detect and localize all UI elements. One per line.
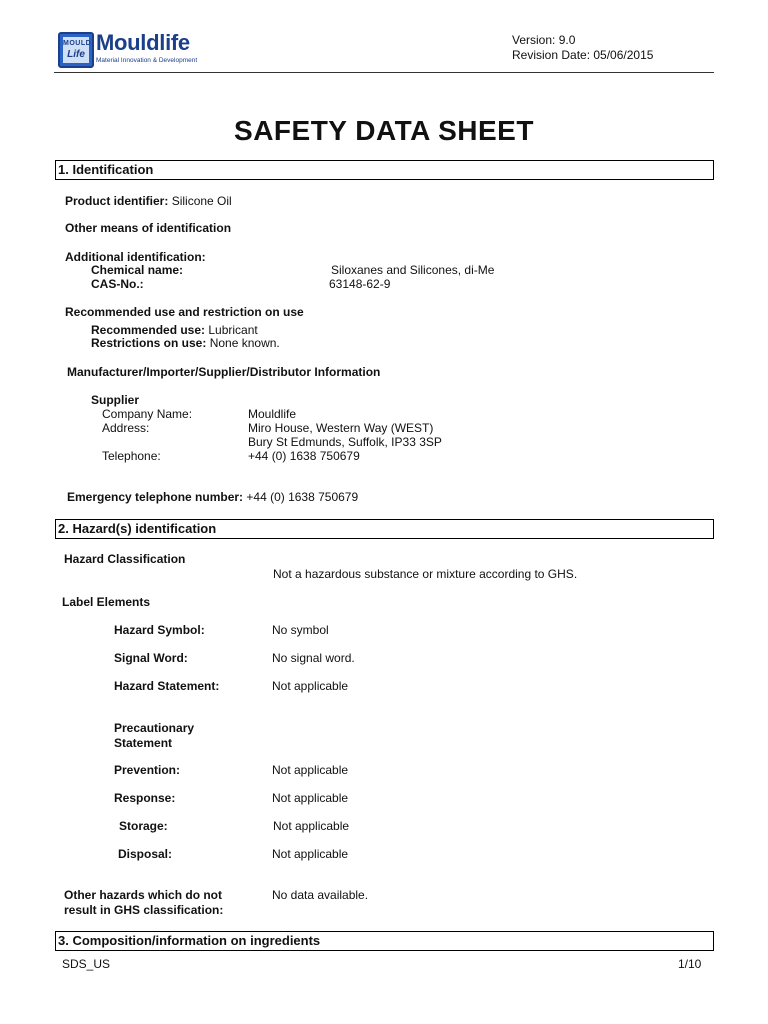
- recommended-use-heading: Recommended use and restriction on use: [65, 305, 304, 319]
- hazard-classification-value: Not a hazardous substance or mixture according to GHS.: [273, 567, 578, 581]
- response-label: Response:: [114, 791, 176, 805]
- signal-word-value: No signal word.: [272, 651, 355, 665]
- chemical-name-value: Siloxanes and Silicones, di-Me: [331, 263, 495, 277]
- company-name-label: Company Name:: [102, 407, 193, 421]
- restrictions-label: Restrictions on use:: [91, 336, 207, 350]
- hazard-symbol-value: No symbol: [272, 623, 329, 637]
- revision-date: Revision Date: 05/06/2015: [512, 48, 654, 62]
- section-1-header: [55, 160, 714, 180]
- emergency-telephone-label: Emergency telephone number:: [67, 490, 244, 504]
- emergency-telephone-row: [67, 490, 358, 504]
- other-means-heading: Other means of identification: [65, 221, 232, 235]
- chemical-name-label: Chemical name:: [91, 263, 184, 277]
- cas-number-value: 63148-62-9: [329, 277, 391, 291]
- label-elements-heading: Label Elements: [62, 595, 151, 609]
- other-hazards-value: No data available.: [272, 888, 369, 902]
- hazard-symbol-label: Hazard Symbol:: [114, 623, 205, 637]
- other-hazards-label-line-2: result in GHS classification:: [64, 903, 224, 917]
- product-identifier-label: Product identifier:: [65, 194, 169, 208]
- company-logo-icon: [58, 32, 94, 68]
- brand-name: Mouldlife: [96, 30, 190, 55]
- supplier-label: Supplier: [91, 393, 140, 407]
- disposal-value: Not applicable: [272, 847, 349, 861]
- hazard-statement-value: Not applicable: [272, 679, 349, 693]
- logo-icon-top-text: MOULD: [63, 40, 92, 47]
- header-divider: [54, 72, 714, 73]
- section-2-title: 2. Hazard(s) identification: [58, 521, 217, 536]
- company-name-value: Mouldlife: [248, 407, 297, 421]
- restrictions-value: None known.: [209, 336, 280, 350]
- storage-value: Not applicable: [273, 819, 350, 833]
- section-1-title: 1. Identification: [58, 162, 154, 177]
- response-value: Not applicable: [272, 791, 349, 805]
- footer-document-code: SDS_US: [62, 957, 111, 971]
- address-line-2: Bury St Edmunds, Suffolk, IP33 3SP: [248, 435, 442, 449]
- telephone-label: Telephone:: [102, 449, 161, 463]
- hazard-statement-label: Hazard Statement:: [114, 679, 220, 693]
- brand-tagline: Material Innovation & Development: [96, 57, 198, 64]
- section-3-title: 3. Composition/information on ingredients: [58, 933, 321, 948]
- recommended-use-row: [91, 323, 258, 337]
- address-label: Address:: [102, 421, 150, 435]
- address-line-1: Miro House, Western Way (WEST): [248, 421, 434, 435]
- additional-identification-heading: Additional identification:: [65, 250, 206, 264]
- footer-page-number: 1/10: [678, 957, 702, 971]
- prevention-value: Not applicable: [272, 763, 349, 777]
- recommended-use-value: Lubricant: [208, 323, 258, 337]
- hazard-classification-label: Hazard Classification: [64, 552, 186, 566]
- precautionary-label-line-1: Precautionary: [114, 721, 195, 735]
- recommended-use-label: Recommended use:: [91, 323, 206, 337]
- version-label: Version: 9.0: [512, 33, 576, 47]
- other-hazards-label-line-1: Other hazards which do not: [64, 888, 223, 902]
- section-3-header: [55, 931, 714, 951]
- emergency-telephone-value: +44 (0) 1638 750679: [246, 490, 359, 504]
- storage-label: Storage:: [119, 819, 168, 833]
- disposal-label: Disposal:: [118, 847, 173, 861]
- section-2-header: [55, 519, 714, 539]
- restrictions-row: [91, 336, 280, 350]
- cas-number-label: CAS-No.:: [91, 277, 144, 291]
- product-identifier-row: [65, 194, 232, 208]
- page-title: SAFETY DATA SHEET: [234, 115, 534, 146]
- precautionary-label-line-2: Statement: [114, 736, 173, 750]
- prevention-label: Prevention:: [114, 763, 181, 777]
- logo-icon-bottom-text: Life: [67, 49, 85, 60]
- product-identifier-value: Silicone Oil: [171, 194, 232, 208]
- telephone-value: +44 (0) 1638 750679: [248, 449, 360, 463]
- signal-word-label: Signal Word:: [114, 651, 188, 665]
- manufacturer-heading: Manufacturer/Importer/Supplier/Distributor Information: [67, 365, 381, 379]
